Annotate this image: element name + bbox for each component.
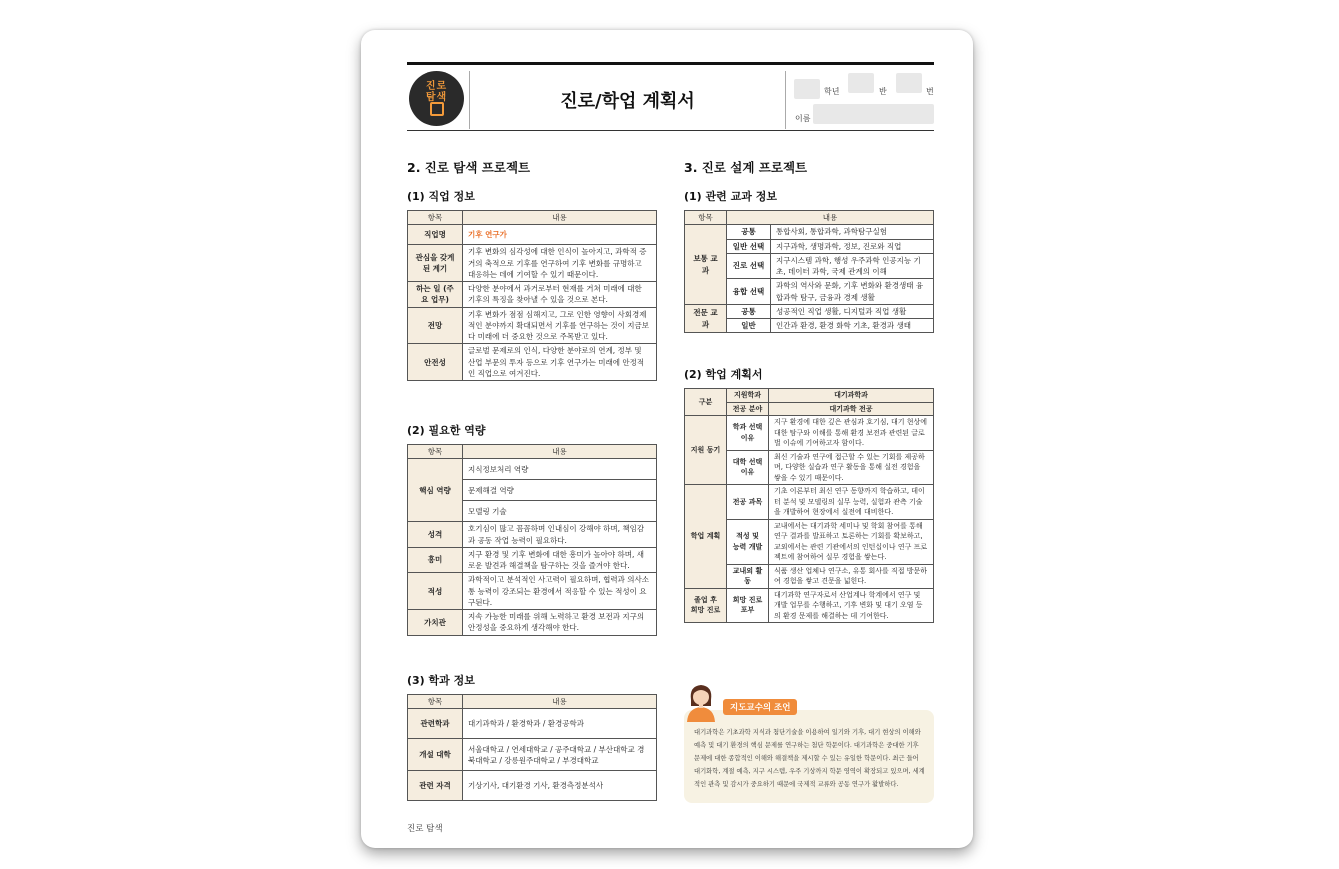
row-label: 직업명 [408, 225, 463, 245]
row-value: 과학적이고 분석적인 사고력이 필요하며, 협력과 의사소통 능력이 강조되는 환경에서 적응할 수 있는 적성이 요구된다. [463, 573, 657, 610]
col-header: 항목 [408, 445, 463, 459]
col-header: 내용 [463, 445, 657, 459]
sub-label: 학과 선택 이유 [727, 416, 769, 451]
table-row [685, 416, 934, 451]
number-label: 번 [926, 87, 934, 96]
section2-title: 2. 진로 탐색 프로젝트 [407, 160, 531, 175]
col-header: 내용 [727, 211, 934, 225]
row-value: 지구시스템 과학, 행성 우주과학 인공지능 기초, 데이터 과학, 국제 관계의 이해 [771, 253, 934, 279]
row-label: 하는 일 (주요 업무) [408, 282, 463, 308]
page-footer: 진로 탐색 [407, 824, 443, 834]
sub-label: 공통 [727, 304, 771, 318]
col-header: 항목 [408, 211, 463, 225]
row-value: 문제해결 역량 [463, 480, 657, 501]
row-value: 지속 가능한 미래를 위해 노력하고 환경 보전과 지구의 안정성을 중요하게 생각해야 한다. [463, 610, 657, 636]
competency-table [407, 444, 657, 636]
row-value: 최신 기술과 연구에 접근할 수 있는 기회를 제공하며, 다양한 실습과 연구 활동을 통해 실전 경험을 쌓을 수 있기 때문이다. [769, 450, 934, 485]
subjects-title: (1) 관련 교과 정보 [684, 190, 777, 203]
dept-value: 대기과학과 [769, 389, 934, 403]
table-row [685, 588, 934, 623]
table-row [685, 304, 934, 318]
dept-info-table [407, 694, 657, 801]
table-row [408, 282, 657, 308]
table-row [685, 485, 934, 520]
number-field[interactable] [896, 73, 922, 93]
row-label: 지원 동기 [685, 416, 727, 485]
class-field[interactable] [848, 73, 874, 93]
row-value: 호기심이 많고 꼼꼼하며 인내심이 강해야 하며, 책임감과 공동 작업 능력이 필요하다. [463, 522, 657, 548]
row-value: 기상기사, 대기환경 기사, 환경측정분석사 [463, 771, 657, 801]
job-info-table [407, 210, 657, 381]
row-label: 구분 [685, 389, 727, 416]
table-row [408, 344, 657, 381]
sub-label: 대학 선택 이유 [727, 450, 769, 485]
row-value: 지식정보처리 역량 [463, 459, 657, 480]
row-value: 교내에서는 대기과학 세미나 및 학회 참여를 통해 연구 결과를 발표하고 토론하는 기회를 확보하고, 교외에서는 관련 기관에서의 인턴십이나 연구 프로젝트에 참여하여 실무 경험을 쌓는다. [769, 519, 934, 564]
job-name-value: 기후 연구가 [463, 225, 657, 245]
row-value: 과학의 역사와 문화, 기후 변화와 환경생태 융합과학 탐구, 금융과 경제 생활 [771, 279, 934, 305]
row-value: 지구과학, 생명과학, 정보, 진로와 직업 [771, 239, 934, 253]
row-value: 식품 생산 업체나 연구소, 유통 회사를 직접 방문하여 경험을 쌓고 견문을 넓힌다. [769, 564, 934, 588]
book-icon [430, 102, 444, 116]
study-plan-table [684, 388, 934, 623]
grade-field[interactable] [794, 79, 820, 99]
row-label: 적성 [408, 573, 463, 610]
table-row [408, 307, 657, 344]
col-header: 항목 [408, 695, 463, 709]
teacher-avatar-icon [684, 682, 718, 722]
row-value: 지구 환경 및 기후 변화에 대한 흥미가 높아야 하며, 새로운 발견과 해결책을 탐구하는 것을 즐겨야 한다. [463, 547, 657, 573]
row-value: 지구 환경에 대한 깊은 관심과 호기심, 대기 현상에 대한 탐구와 이해를 통해 환경 보전과 관련된 글로벌 이슈에 기여하고자 함이다. [769, 416, 934, 451]
row-label: 보통 교과 [685, 225, 727, 305]
sub-label: 진로 선택 [727, 253, 771, 279]
sub-label: 전공 과목 [727, 485, 769, 520]
row-value: 기후 변화의 심각성에 대한 인식이 높아지고, 과학적 증거의 축적으로 기후를 연구하여 기후 변화를 규명하고 대응하는 데에 기여할 수 있기 때문이다. [463, 245, 657, 282]
logo [409, 71, 464, 126]
grade-label: 학년 [824, 87, 840, 96]
table-row [408, 573, 657, 610]
row-value: 모델링 기술 [463, 501, 657, 522]
worksheet-page [361, 30, 973, 848]
row-value: 인간과 환경, 환경 화학 기초, 환경과 생태 [771, 319, 934, 333]
table-row [408, 459, 657, 480]
table-row [685, 225, 934, 239]
row-label: 가치관 [408, 610, 463, 636]
major-value: 대기과학 전공 [769, 402, 934, 416]
table-row [408, 709, 657, 739]
table-row [408, 610, 657, 636]
sub-label: 희망 진로 포부 [727, 588, 769, 623]
top-rule [407, 62, 934, 65]
row-label: 개설 대학 [408, 739, 463, 771]
row-value: 대기과학 연구자로서 산업계나 학계에서 연구 및 개발 업무를 수행하고, 기후 변화 및 대기 오염 등의 환경 문제를 해결하는 데 기여한다. [769, 588, 934, 623]
section3-title: 3. 진로 설계 프로젝트 [684, 160, 808, 175]
row-value: 기초 이론부터 최신 연구 동향까지 학습하고, 데이터 분석 및 모델링의 실무 능력, 실험과 관측 기술을 개발하여 현장에서 실전에 대비한다. [769, 485, 934, 520]
row-label: 성격 [408, 522, 463, 548]
row-label: 전망 [408, 307, 463, 344]
sub-label: 적성 및 능력 개발 [727, 519, 769, 564]
table-header-row [408, 445, 657, 459]
competency-title: (2) 필요한 역량 [407, 424, 486, 437]
header-divider [785, 71, 786, 129]
row-label: 핵심 역량 [408, 459, 463, 522]
table-header-row [685, 211, 934, 225]
row-value: 대기과학과 / 환경학과 / 환경공학과 [463, 709, 657, 739]
study-plan-title: (2) 학업 계획서 [684, 368, 763, 381]
sub-label: 일반 [727, 319, 771, 333]
table-row [408, 739, 657, 771]
sub-label: 전공 분야 [727, 402, 769, 416]
sub-label: 공통 [727, 225, 771, 239]
advice-text: 대기과학은 기초과학 지식과 첨단기술을 이용하여 일기와 기후, 대기 현상의 이해와 예측 및 대기 환경의 핵심 문제를 연구하는 첨단 학문이다. 대기과학은 중대한 기후 문제에 대한 종합적인 이해와 해결책을 제시할 수 있는 유일한 학문이다. 최근 들어 대기화학, 계절 예측, 지구 시스템, 우주 기상까지 학문 영역이 확장되고 있으며, 세계적인 관측 및 감시가 중요하기 때문에 국제적 교류와 공동 연구가 활발하다. [694, 729, 925, 788]
page-header [407, 67, 934, 131]
subjects-table [684, 210, 934, 333]
row-label: 관련 자격 [408, 771, 463, 801]
row-value: 성공적인 직업 생활, 디지털과 직업 생활 [771, 304, 934, 318]
sub-label: 지원학과 [727, 389, 769, 403]
table-row [408, 522, 657, 548]
class-label: 반 [879, 87, 887, 96]
sub-label: 일반 선택 [727, 239, 771, 253]
col-header: 내용 [463, 695, 657, 709]
row-label: 관련학과 [408, 709, 463, 739]
job-info-title: (1) 직업 정보 [407, 190, 475, 203]
table-row [685, 389, 934, 403]
name-field[interactable] [813, 104, 934, 124]
table-header-row [408, 211, 657, 225]
table-header-row [408, 695, 657, 709]
row-label: 흥미 [408, 547, 463, 573]
col-header: 내용 [463, 211, 657, 225]
row-label: 안전성 [408, 344, 463, 381]
advice-tag: 지도교수의 조언 [723, 699, 797, 715]
table-row [408, 771, 657, 801]
row-value: 서울대학교 / 연세대학교 / 공주대학교 / 부산대학교 경북대학교 / 강릉원주대학교 / 부경대학교 [463, 739, 657, 771]
table-row [408, 547, 657, 573]
sub-label: 융합 선택 [727, 279, 771, 305]
row-value: 글로벌 문제로의 인식, 다양한 분야로의 연계, 정부 및 산업 부문의 투자 등으로 기후 연구가는 미래에 안정적인 직업으로 여겨진다. [463, 344, 657, 381]
row-label: 학업 계획 [685, 485, 727, 589]
page-title: 진로/학업 계획서 [560, 91, 695, 112]
table-row [408, 225, 657, 245]
name-label: 이름 [795, 114, 811, 123]
row-value: 다양한 분야에서 과거로부터 현재를 거쳐 미래에 대한 기후의 특징을 찾아낼 수 있을 것으로 본다. [463, 282, 657, 308]
logo-text: 진로탐색 [425, 81, 448, 103]
sub-label: 교내외 활동 [727, 564, 769, 588]
table-row [408, 245, 657, 282]
row-label: 전문 교과 [685, 304, 727, 333]
row-label: 관심을 갖게 된 계기 [408, 245, 463, 282]
col-header: 항목 [685, 211, 727, 225]
row-value: 통합사회, 통합과학, 과학탐구실험 [771, 225, 934, 239]
row-label: 졸업 후 희망 진로 [685, 588, 727, 623]
dept-info-title: (3) 학과 정보 [407, 674, 475, 687]
row-value: 기후 변화가 점점 심해지고, 그로 인한 영향이 사회경제적인 분야까지 확대되면서 기후를 연구하는 것이 지금보다 미래에 더 중요한 것으로 주목받고 있다. [463, 307, 657, 344]
